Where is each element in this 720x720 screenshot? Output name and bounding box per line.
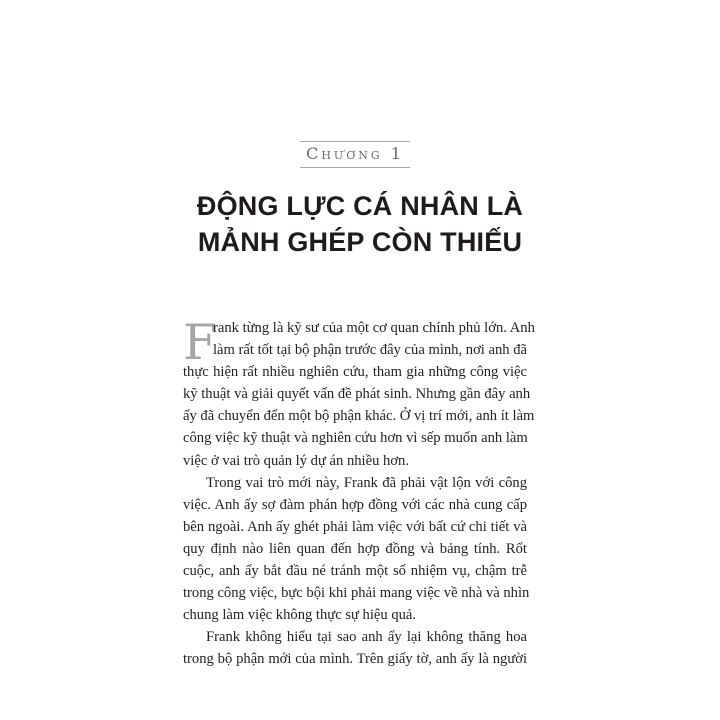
text-line: ấy đã chuyển đến một bộ phận khác. Ở vị trí mới, anh ít làm [183,408,535,425]
text-line: việc. Anh ấy sợ đàm phán hợp đồng với các nhà cung cấp [183,496,527,513]
text-line: thực hiện rất nhiều nghiên cứu, tham gia những công việc [183,364,527,381]
text-line: công việc kỹ thuật và nghiên cứu hơn vì sếp muốn anh làm [183,430,528,447]
text-line: rank từng là kỹ sư của một cơ quan chính phủ lớn. Anh [213,320,535,336]
text-line: làm rất tốt tại bộ phận trước đây của mình, nơi anh đã [213,342,527,359]
drop-cap: F [183,314,217,371]
text-line: kỹ thuật và giải quyết vấn đề phát sinh. Nhưng gần đây anh [183,386,531,403]
chapter-title-line: ĐỘNG LỰC CÁ NHÂN LÀ [196,191,524,221]
text-line: chung làm việc không thực sự hiệu quả. [183,607,417,624]
chapter-title-line: MẢNH GHÉP CÒN THIẾU [197,227,523,257]
chapter-rule-top [300,141,410,142]
chapter-rule-bottom [300,167,410,168]
text-line: Trong vai trò mới này, Frank đã phải vật lộn với công [206,474,527,491]
chapter-label: Chương 1 [306,144,404,163]
text-line: Frank không hiểu tại sao anh ấy lại không thăng hoa [206,629,527,646]
text-line: quy định nào liên quan đến hợp đồng và bảng tính. Rốt [183,540,527,557]
text-line: trong công việc, bực bội khi phải mang việc về nhà và nhìn [183,585,530,602]
text-line: việc ở vai trò quản lý dự án nhiều hơn. [183,452,409,469]
body-text [183,314,535,671]
text-line: cuộc, anh ấy bắt đầu né tránh một số nhiệm vụ, chậm trễ [183,563,527,580]
text-line: bên ngoài. Anh ấy ghét phải làm việc với bất cứ chi tiết và [183,518,527,535]
text-line: trong bộ phận mới của mình. Trên giấy tờ, anh ấy là người [183,651,527,668]
chapter-title [150,188,570,260]
